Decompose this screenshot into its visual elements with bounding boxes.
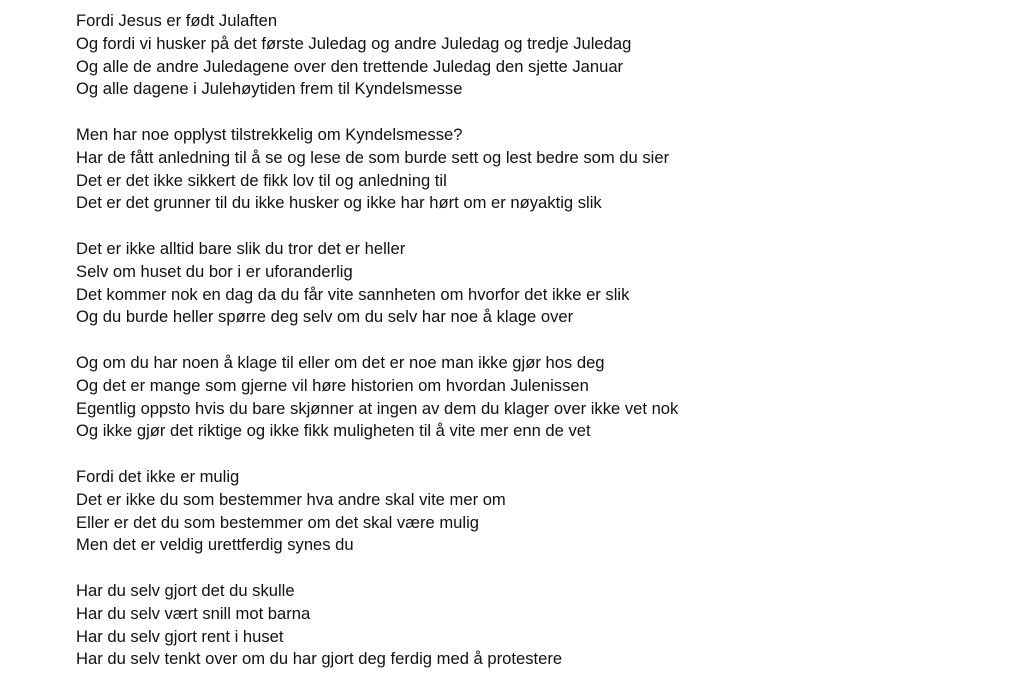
- stanza-6: [76, 580, 678, 671]
- poem-line: Selv om huset du bor i er uforanderlig: [76, 261, 353, 281]
- poem-line: Og om du har noen å klage til eller om det er noe man ikke gjør hos deg: [76, 352, 605, 372]
- poem-line: Det kommer nok en dag da du får vite sannheten om hvorfor det ikke er slik: [76, 284, 630, 304]
- poem-line: Men har noe opplyst tilstrekkelig om Kyndelsmesse?: [76, 124, 463, 144]
- poem-line: Og alle de andre Juledagene over den trettende Juledag den sjette Januar: [76, 56, 624, 76]
- poem-line: Det er det grunner til du ikke husker og ikke har hørt om er nøyaktig slik: [76, 193, 602, 213]
- poem-line: Men det er veldig urettferdig synes du: [76, 535, 354, 555]
- poem-line: Det er ikke du som bestemmer hva andre skal vite mer om: [76, 489, 506, 509]
- stanza-3: [76, 238, 678, 329]
- poem-line: Og du burde heller spørre deg selv om du selv har noe å klage over: [76, 307, 574, 327]
- poem-line: Har de fått anledning til å se og lese de som burde sett og lest bedre som du sier: [76, 147, 670, 167]
- poem-line: Eller er det du som bestemmer om det skal være mulig: [76, 512, 480, 532]
- poem-line: Og det er mange som gjerne vil høre historien om hvordan Julenissen: [76, 375, 589, 395]
- poem-line: Fordi det ikke er mulig: [76, 466, 240, 486]
- poem-line: Det er det ikke sikkert de fikk lov til og anledning til: [76, 170, 447, 190]
- poem-line: Har du selv vært snill mot barna: [76, 603, 311, 623]
- poem-line: Fordi Jesus er født Julaften: [76, 11, 278, 30]
- poem-line: Og fordi vi husker på det første Juledag og andre Juledag og tredje Juledag: [76, 33, 632, 53]
- poem-line: Det er ikke alltid bare slik du tror det er heller: [76, 238, 406, 258]
- poem-line: Har du selv tenkt over om du har gjort deg ferdig med å protestere: [76, 649, 563, 669]
- poem-line: Egentlig oppsto hvis du bare skjønner at ingen av dem du klager over ikke vet nok: [76, 398, 679, 418]
- poem-text: [76, 10, 678, 671]
- stanza-1: [76, 10, 678, 101]
- stanza-5: [76, 466, 678, 557]
- poem-line: Og ikke gjør det riktige og ikke fikk muligheten til å vite mer enn de vet: [76, 421, 591, 441]
- poem-line: Har du selv gjort det du skulle: [76, 580, 295, 600]
- stanza-4: [76, 352, 678, 443]
- poem-line: Har du selv gjort rent i huset: [76, 626, 284, 646]
- stanza-2: [76, 124, 678, 215]
- poem-line: Og alle dagene i Julehøytiden frem til Kyndelsmesse: [76, 79, 463, 99]
